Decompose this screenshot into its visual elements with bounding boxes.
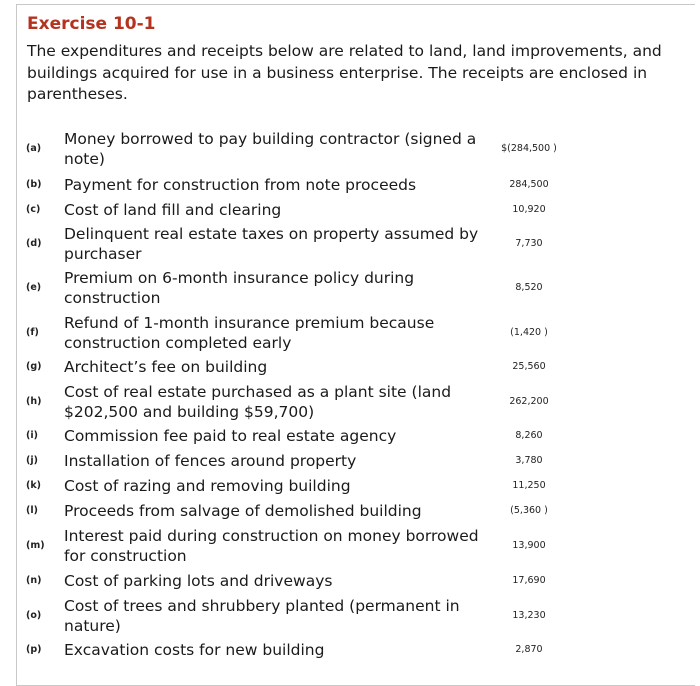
list-item	[17, 476, 695, 496]
item-amount: 8,520	[515, 282, 543, 293]
item-description: Commission fee paid to real estate agency	[64, 427, 397, 445]
item-description: Installation of fences around property	[64, 452, 357, 470]
list-item	[17, 596, 695, 636]
item-label: (f)	[26, 327, 39, 338]
list-item	[17, 175, 695, 195]
item-description: Cost of trees and shrubbery planted (permanent in nature)	[64, 597, 460, 635]
item-amount: 13,230	[512, 610, 546, 621]
item-label: (l)	[26, 505, 38, 516]
item-label: (k)	[26, 480, 42, 491]
list-item	[17, 426, 695, 446]
item-amount: 8,260	[515, 430, 543, 441]
item-label: (i)	[26, 430, 38, 441]
item-description: Interest paid during construction on money borrowed for construction	[64, 527, 479, 565]
item-description: Proceeds from salvage of demolished building	[64, 502, 422, 520]
item-amount: (1,420 )	[510, 327, 548, 338]
item-description: Refund of 1-month insurance premium because construction completed early	[64, 314, 435, 352]
item-label: (m)	[26, 540, 45, 551]
item-description: Cost of land fill and clearing	[64, 201, 282, 219]
exercise-intro: The expenditures and receipts below are related to land, land improvements, and buildings acquired for use in a business enterprise. The receipts are enclosed in parentheses.	[27, 42, 662, 103]
list-item	[17, 501, 695, 521]
list-item	[17, 357, 695, 377]
item-amount: 25,560	[512, 361, 546, 372]
item-label: (b)	[26, 179, 42, 190]
item-label: (d)	[26, 238, 42, 249]
item-amount: 262,200	[509, 396, 549, 407]
item-description: Cost of razing and removing building	[64, 477, 351, 495]
item-amount: 284,500	[509, 179, 549, 190]
item-label: (a)	[26, 143, 42, 154]
list-item	[17, 224, 695, 264]
item-description: Cost of real estate purchased as a plant site (land $202,500 and building $59,700)	[64, 383, 452, 421]
item-amount: 13,900	[512, 540, 546, 551]
list-item	[17, 451, 695, 471]
exercise-panel	[16, 4, 695, 686]
item-description: Money borrowed to pay building contractor (signed a note)	[64, 130, 477, 168]
item-label: (g)	[26, 361, 42, 372]
item-label: (e)	[26, 282, 42, 293]
item-label: (o)	[26, 610, 42, 621]
item-description: Architect’s fee on building	[64, 358, 268, 376]
list-item	[17, 268, 695, 308]
item-label: (h)	[26, 396, 42, 407]
item-amount: 7,730	[515, 238, 543, 249]
exercise-title: Exercise 10-1	[27, 14, 156, 34]
item-amount: (5,360 )	[510, 505, 548, 516]
item-description: Excavation costs for new building	[64, 641, 325, 659]
list-item	[17, 526, 695, 566]
list-item	[17, 640, 695, 660]
item-amount: 10,920	[512, 204, 546, 215]
item-amount: $(284,500 )	[501, 143, 557, 154]
item-description: Payment for construction from note proceeds	[64, 176, 417, 194]
item-label: (j)	[26, 455, 38, 466]
item-label: (p)	[26, 644, 42, 655]
item-label: (n)	[26, 575, 42, 586]
item-amount: 17,690	[512, 575, 546, 586]
list-item	[17, 129, 695, 169]
list-item	[17, 200, 695, 220]
item-amount: 3,780	[515, 455, 543, 466]
item-description: Delinquent real estate taxes on property assumed by purchaser	[64, 225, 479, 263]
item-description: Premium on 6-month insurance policy during construction	[64, 269, 415, 307]
list-item	[17, 313, 695, 353]
item-description: Cost of parking lots and driveways	[64, 572, 333, 590]
list-item	[17, 382, 695, 422]
item-label: (c)	[26, 204, 41, 215]
list-item	[17, 571, 695, 591]
item-amount: 2,870	[515, 644, 543, 655]
item-amount: 11,250	[512, 480, 546, 491]
